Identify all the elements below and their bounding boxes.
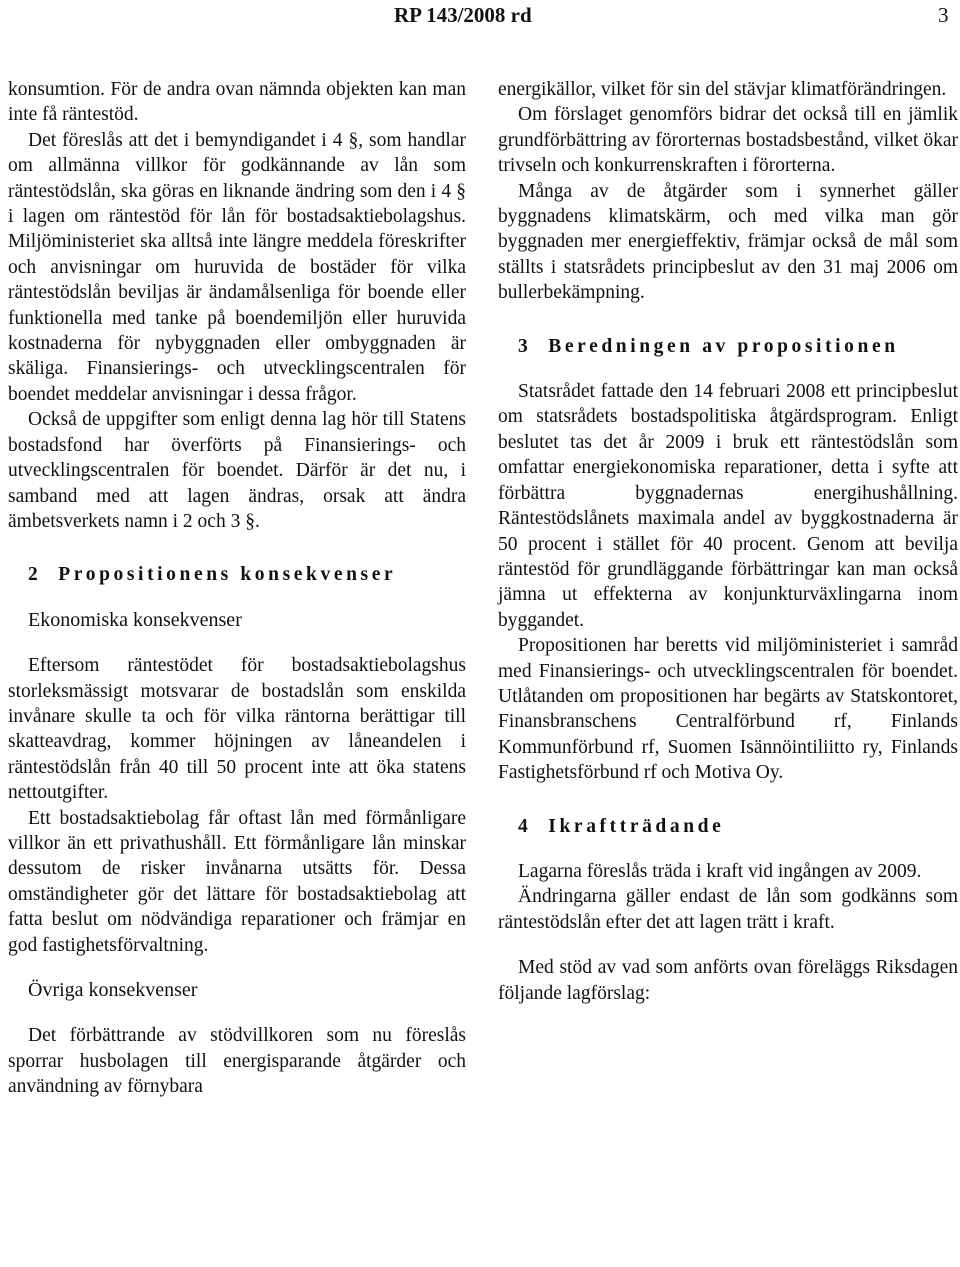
paragraph: Många av de åtgärder som i synnerhet gäller byggnadens klimatskärm, och med vilka man gör byggnaden mer energieffektiv, främjar också de mål som ställts i statsrådets principbeslut av den 31 maj 2006 om bullerbekämpning. [498, 180, 958, 304]
page-number: 3 [938, 3, 949, 27]
left-column [8, 77, 466, 1100]
paragraph: energikällor, vilket för sin del stävjar klimatförändringen. [498, 79, 947, 100]
paragraph: Propositionen har beretts vid miljöministeriet i samråd med Finansierings- och utvecklingscentralen för boendet. Utlåtanden om propositionen har begärts av Statskontoret, Finansbranschens Centralförbund rf, Finlands Kommunförbund rf, Suomen Isännöintiliitto ry, Finlands Fastighetsförbund rf och Motiva Oy. [498, 635, 958, 784]
section-heading: 4 Ikraftträdande [518, 815, 725, 837]
right-column [498, 77, 958, 1006]
paragraph: Det föreslås att det i bemyndigandet i 4 §, som handlar om allmänna villkor för godkännande av lån som räntestödslån, ska göras en liknande ändring som den i 4 § i lagen om räntestöd för lån för bostadsaktiebolagshus. Miljöministeriet ska alltså inte längre meddela föreskrifter och anvisningar om huruvida de bostäder för vilka räntestödslån beviljas är ändamålsenliga för boende eller funktionella med tanke på boendemiljön eller huruvida kostnaderna för nybyggnaden eller ombyggnaden är skäliga. Finansierings- och utvecklingscentralen för boendet meddelar anvisningar i dessa frågor. [8, 129, 466, 405]
paragraph: Det förbättrande av stödvillkoren som nu föreslås sporrar husbolagen till energisparande åtgärder och användning av förnybara [8, 1025, 466, 1098]
paragraph: Ändringarna gäller endast de lån som godkänns som räntestödslån efter det att lagen trätt i kraft. [498, 886, 958, 933]
subsection-heading: Övriga konsekvenser [28, 979, 198, 1001]
paragraph: Lagarna föreslås träda i kraft vid ingången av 2009. [518, 860, 922, 882]
section-heading: 2 Propositionens konsekvenser [28, 564, 397, 586]
paragraph: Med stöd av vad som anförts ovan föreläggs Riksdagen följande lagförslag: [498, 957, 958, 1004]
page-header [0, 0, 960, 30]
paragraph: Eftersom räntestödet för bostadsaktiebolagshus storleksmässigt motsvarar de bostadslån som enskilda invånare skulle ta och för vilka räntorna berättigar till skatteavdrag, kommer höjningen av låneandelen i räntestödslån från 40 till 50 procent inte att öka statens nettoutgifter. [8, 655, 466, 804]
paragraph: konsumtion. För de andra ovan nämnda objekten kan man inte få räntestöd. [8, 79, 466, 126]
section-heading: 3 Beredningen av propositionen [518, 335, 899, 357]
paragraph: Om förslaget genomförs bidrar det också till en jämlik grundförbättring av förorternas bostadsbestånd, vilket ökar trivseln och konkurrenskraften i förorterna. [498, 104, 958, 177]
subsection-heading: Ekonomiska konsekvenser [28, 608, 242, 631]
paragraph: Ett bostadsaktiebolag får oftast lån med förmånligare villkor än ett privathushåll. Ett förmånligare lån minskar dessutom de risker invånarna utsätts för. Dessa omständigheter gör det lättare för bostadsaktiebolag att fatta beslut om nödvändiga reparationer och främjar en god fastighetsförvaltning. [8, 807, 466, 956]
paragraph: Statsrådet fattade den 14 februari 2008 ett principbeslut om statsrådets bostadspolitiska åtgärdsprogram. Enligt beslutet tas det år 2009 i bruk ett räntestödslån som omfattar energiekonomiska reparationer, detta i syfte att förbättra byggnadernas energihushållning. Räntestödslånets maximala andel av byggkostnaderna är 50 procent i stället för 40 procent. Genom att bevilja räntestöd för grundläggande förbättringar kan man också jämna ut effekterna av konjunkturväxlingarna inom byggandet. [498, 381, 958, 631]
document-reference: RP 143/2008 rd [394, 3, 532, 27]
paragraph: Också de uppgifter som enligt denna lag hör till Statens bostadsfond har överförts på Finansierings- och utvecklingscentralen för boendet. Därför är det nu, i samband med att lagen ändras, orsak att ändra ämbetsverkets namn i 2 och 3 §. [8, 409, 466, 532]
